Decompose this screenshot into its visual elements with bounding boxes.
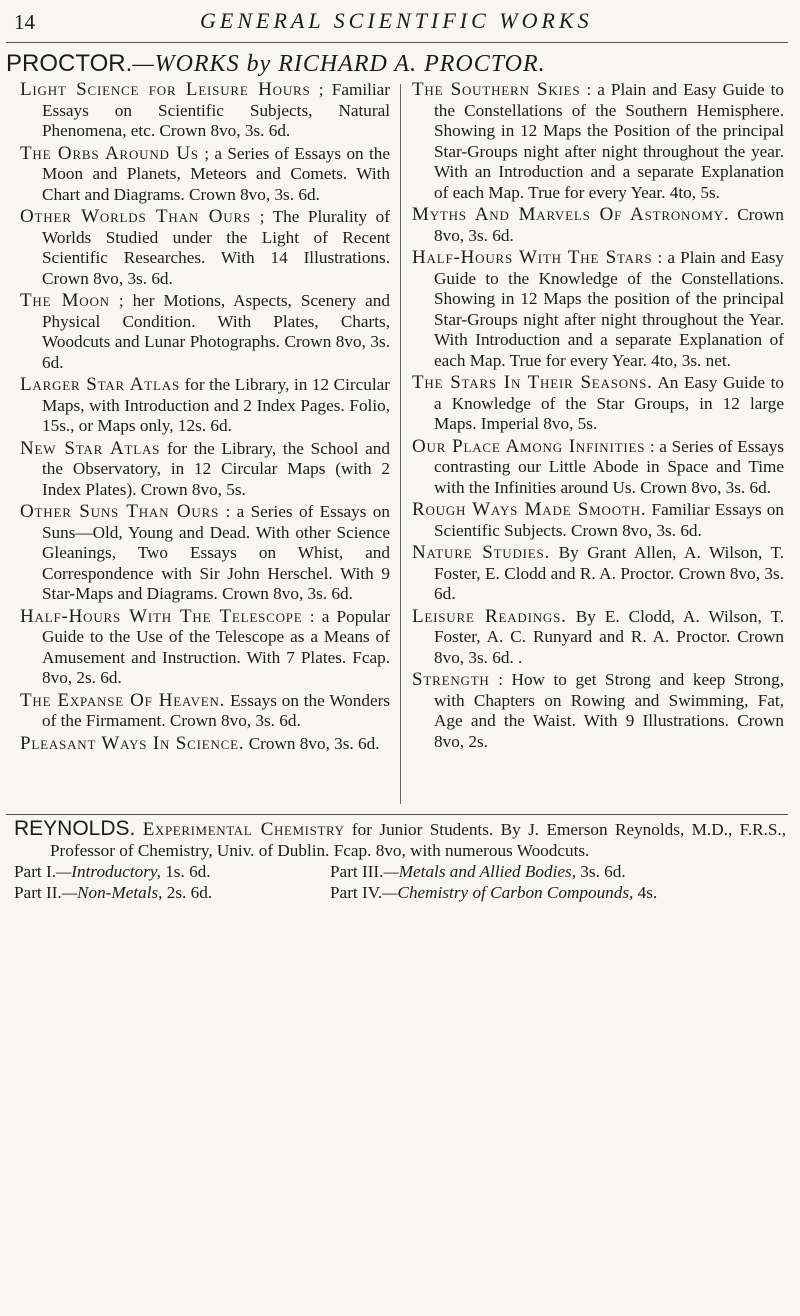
entry-description: ; The Plurality of Worlds Studied under the Light of Recent Scientific Researches. With 14 Illustrations. Crown 8vo, 3s. 6d. — [42, 207, 390, 288]
entry-title: Rough Ways Made Smooth. — [412, 499, 647, 520]
reynolds-author: REYNOLDS. — [14, 817, 136, 840]
running-title: GENERAL SCIENTIFIC WORKS — [200, 8, 593, 33]
left-column — [20, 80, 390, 756]
entry-title: New Star Atlas — [20, 437, 161, 459]
entry-title: Myths And Marvels Of Astronomy. — [412, 204, 730, 225]
catalog-entry — [412, 248, 784, 371]
catalog-entry — [412, 670, 784, 752]
catalog-entry — [412, 373, 784, 435]
catalog-entry — [20, 207, 390, 289]
top-rule — [6, 42, 788, 43]
catalog-entry — [20, 734, 390, 755]
catalog-entry — [20, 291, 390, 373]
entry-title: The Expanse Of Heaven. — [20, 689, 226, 711]
entry-description: ; Familiar Essays on Scientific Subjects, Natural Phenomena, etc. Crown 8vo, 3s. 6d. — [42, 80, 390, 140]
page-number: 14 — [14, 10, 35, 34]
entry-description: By E. Clodd, A. Wilson, T. Foster, A. C. Runyard and R. A. Proctor. Crown 8vo, 3s. 6d. . — [434, 606, 785, 667]
entry-description: Crown 8vo, 3s. 6d. — [434, 205, 784, 245]
entry-title: Nature Studies. — [412, 542, 551, 563]
entry-description: ; her Motions, Aspects, Scenery and Physical Condition. With Plates, Charts, Woodcuts and Lunar Photographs. Crown 8vo, 3s. 6d. — [42, 291, 390, 372]
entry-title: Leisure Readings. — [412, 605, 567, 627]
section-author: PROCTOR. — [6, 50, 133, 77]
catalog-entry — [412, 607, 784, 669]
entry-description: : a Series of Essays contrasting our Little Abode in Space and Time with the Infinities around Us. Crown 8vo, 3s. 6d. — [434, 436, 784, 497]
reynolds-part: Part II.—Non-Metals, 2s. 6d. — [14, 883, 213, 902]
catalog-entry — [412, 543, 784, 605]
entry-title: Other Suns Than Ours — [20, 501, 220, 522]
entry-description: : a Plain and Easy Guide to the Constellations of the Southern Hemisphere. Showing in 12 Maps the Position of the principal Star-Groups night after night throughout the year. With an Introduction and a separate Explanation of each Map. True for every Year. 4to, 5s. — [434, 80, 784, 202]
entry-title: Strength — [412, 669, 490, 690]
right-column — [412, 80, 784, 754]
reynolds-entry — [6, 818, 786, 903]
entry-description: for the Library, in 12 Circular Maps, with Introduction and 2 Index Pages. Folio, 15s., or Maps only, 12s. 6d. — [42, 375, 390, 435]
catalog-entry — [412, 205, 784, 246]
entry-description: Essays on the Wonders of the Firmament. Crown 8vo, 3s. 6d. — [42, 690, 390, 730]
reynolds-parts — [6, 861, 786, 903]
section-rule — [6, 814, 788, 815]
catalog-entry — [20, 439, 390, 501]
reynolds-part: Part IV.—Chemistry of Carbon Compounds, 4s. — [330, 883, 658, 902]
entry-description: Familiar Essays on Scientific Subjects. Crown 8vo, 3s. 6d. — [434, 500, 784, 540]
entry-title: Our Place Among Infinities — [412, 435, 646, 457]
catalog-entry — [20, 502, 390, 605]
entry-description: ; a Series of Essays on the Moon and Planets, Meteors and Comets. With Chart and Diagrams. Crown 8vo, 3s. 6d. — [42, 143, 390, 204]
column-divider — [400, 84, 401, 804]
entry-title: Light Science for Leisure Hours — [20, 79, 311, 100]
entry-title: The Moon — [20, 290, 110, 311]
entry-title: Half-Hours With The Telescope — [20, 605, 303, 627]
reynolds-description: for Junior Students. By J. Emerson Reynolds, M.D., F.R.S., Professor of Chemistry, Univ. of Dublin. Fcap. 8vo, with numerous Woodcuts. — [50, 820, 787, 860]
entry-description: An Easy Guide to a Knowledge of the Star Groups, in 12 large Maps. Imperial 8vo, 5s. — [434, 373, 785, 433]
entry-title: Pleasant Ways In Science. — [20, 732, 245, 754]
entry-title: Other Worlds Than Ours — [20, 206, 251, 227]
entry-title: The Stars In Their Seasons. — [412, 372, 653, 393]
reynolds-title: Experimental Chemistry — [142, 819, 345, 840]
catalog-entry — [20, 80, 390, 142]
entry-description: Crown 8vo, 3s. 6d. — [244, 733, 380, 753]
entry-title: The Orbs Around Us — [20, 142, 199, 164]
catalog-entry — [412, 80, 784, 203]
entry-title: The Southern Skies — [412, 79, 581, 100]
section-subtitle: —WORKS by RICHARD A. PROCTOR. — [132, 51, 546, 77]
reynolds-lead — [6, 818, 786, 861]
entry-description: : a Series of Essays on Suns—Old, Young and Dead. With other Science Gleanings, Two Essays on Whist, and Correspondence with Sir John Herschel. With 9 Star-Maps and Diagrams. Crown 8vo, 3s. 6d. — [42, 502, 390, 603]
catalog-entry — [20, 144, 390, 206]
entry-description: By Grant Allen, A. Wilson, T. Foster, E. Clodd and R. A. Proctor. Crown 8vo, 3s. 6d. — [434, 543, 784, 603]
catalog-entry — [412, 437, 784, 499]
entry-description: : a Plain and Easy Guide to the Knowledge of the Constellations. Showing in 12 Maps the position of the principal Star-Groups night after night throughout the Year. With Introduction and a separate Explanation of each Map. True for every Year. 4to, 3s. net. — [434, 248, 784, 370]
entry-description: : a Popular Guide to the Use of the Telescope as a Means of Amusement and Instruction. With 7 Plates. Fcap. 8vo, 2s. 6d. — [42, 606, 391, 687]
reynolds-part: Part I.—Introductory, 1s. 6d. — [14, 862, 211, 881]
entry-description: for the Library, the School and the Observatory, in 12 Circular Maps (with 2 Index Plates). Crown 8vo, 5s. — [42, 438, 390, 499]
reynolds-part: Part III.—Metals and Allied Bodies, 3s. 6d. — [330, 862, 626, 881]
entry-description: : How to get Strong and keep Strong, with Chapters on Rowing and Swimming, Fat, Age and the Waist. With 9 Illustrations. Crown 8vo, 2s. — [434, 670, 784, 751]
catalog-entry — [20, 375, 390, 437]
catalog-entry — [412, 500, 784, 541]
entry-title: Larger Star Atlas — [20, 374, 180, 395]
section-heading — [6, 50, 546, 78]
catalog-entry — [20, 607, 390, 689]
entry-title: Half-Hours With The Stars — [412, 247, 653, 268]
catalog-entry — [20, 691, 390, 732]
